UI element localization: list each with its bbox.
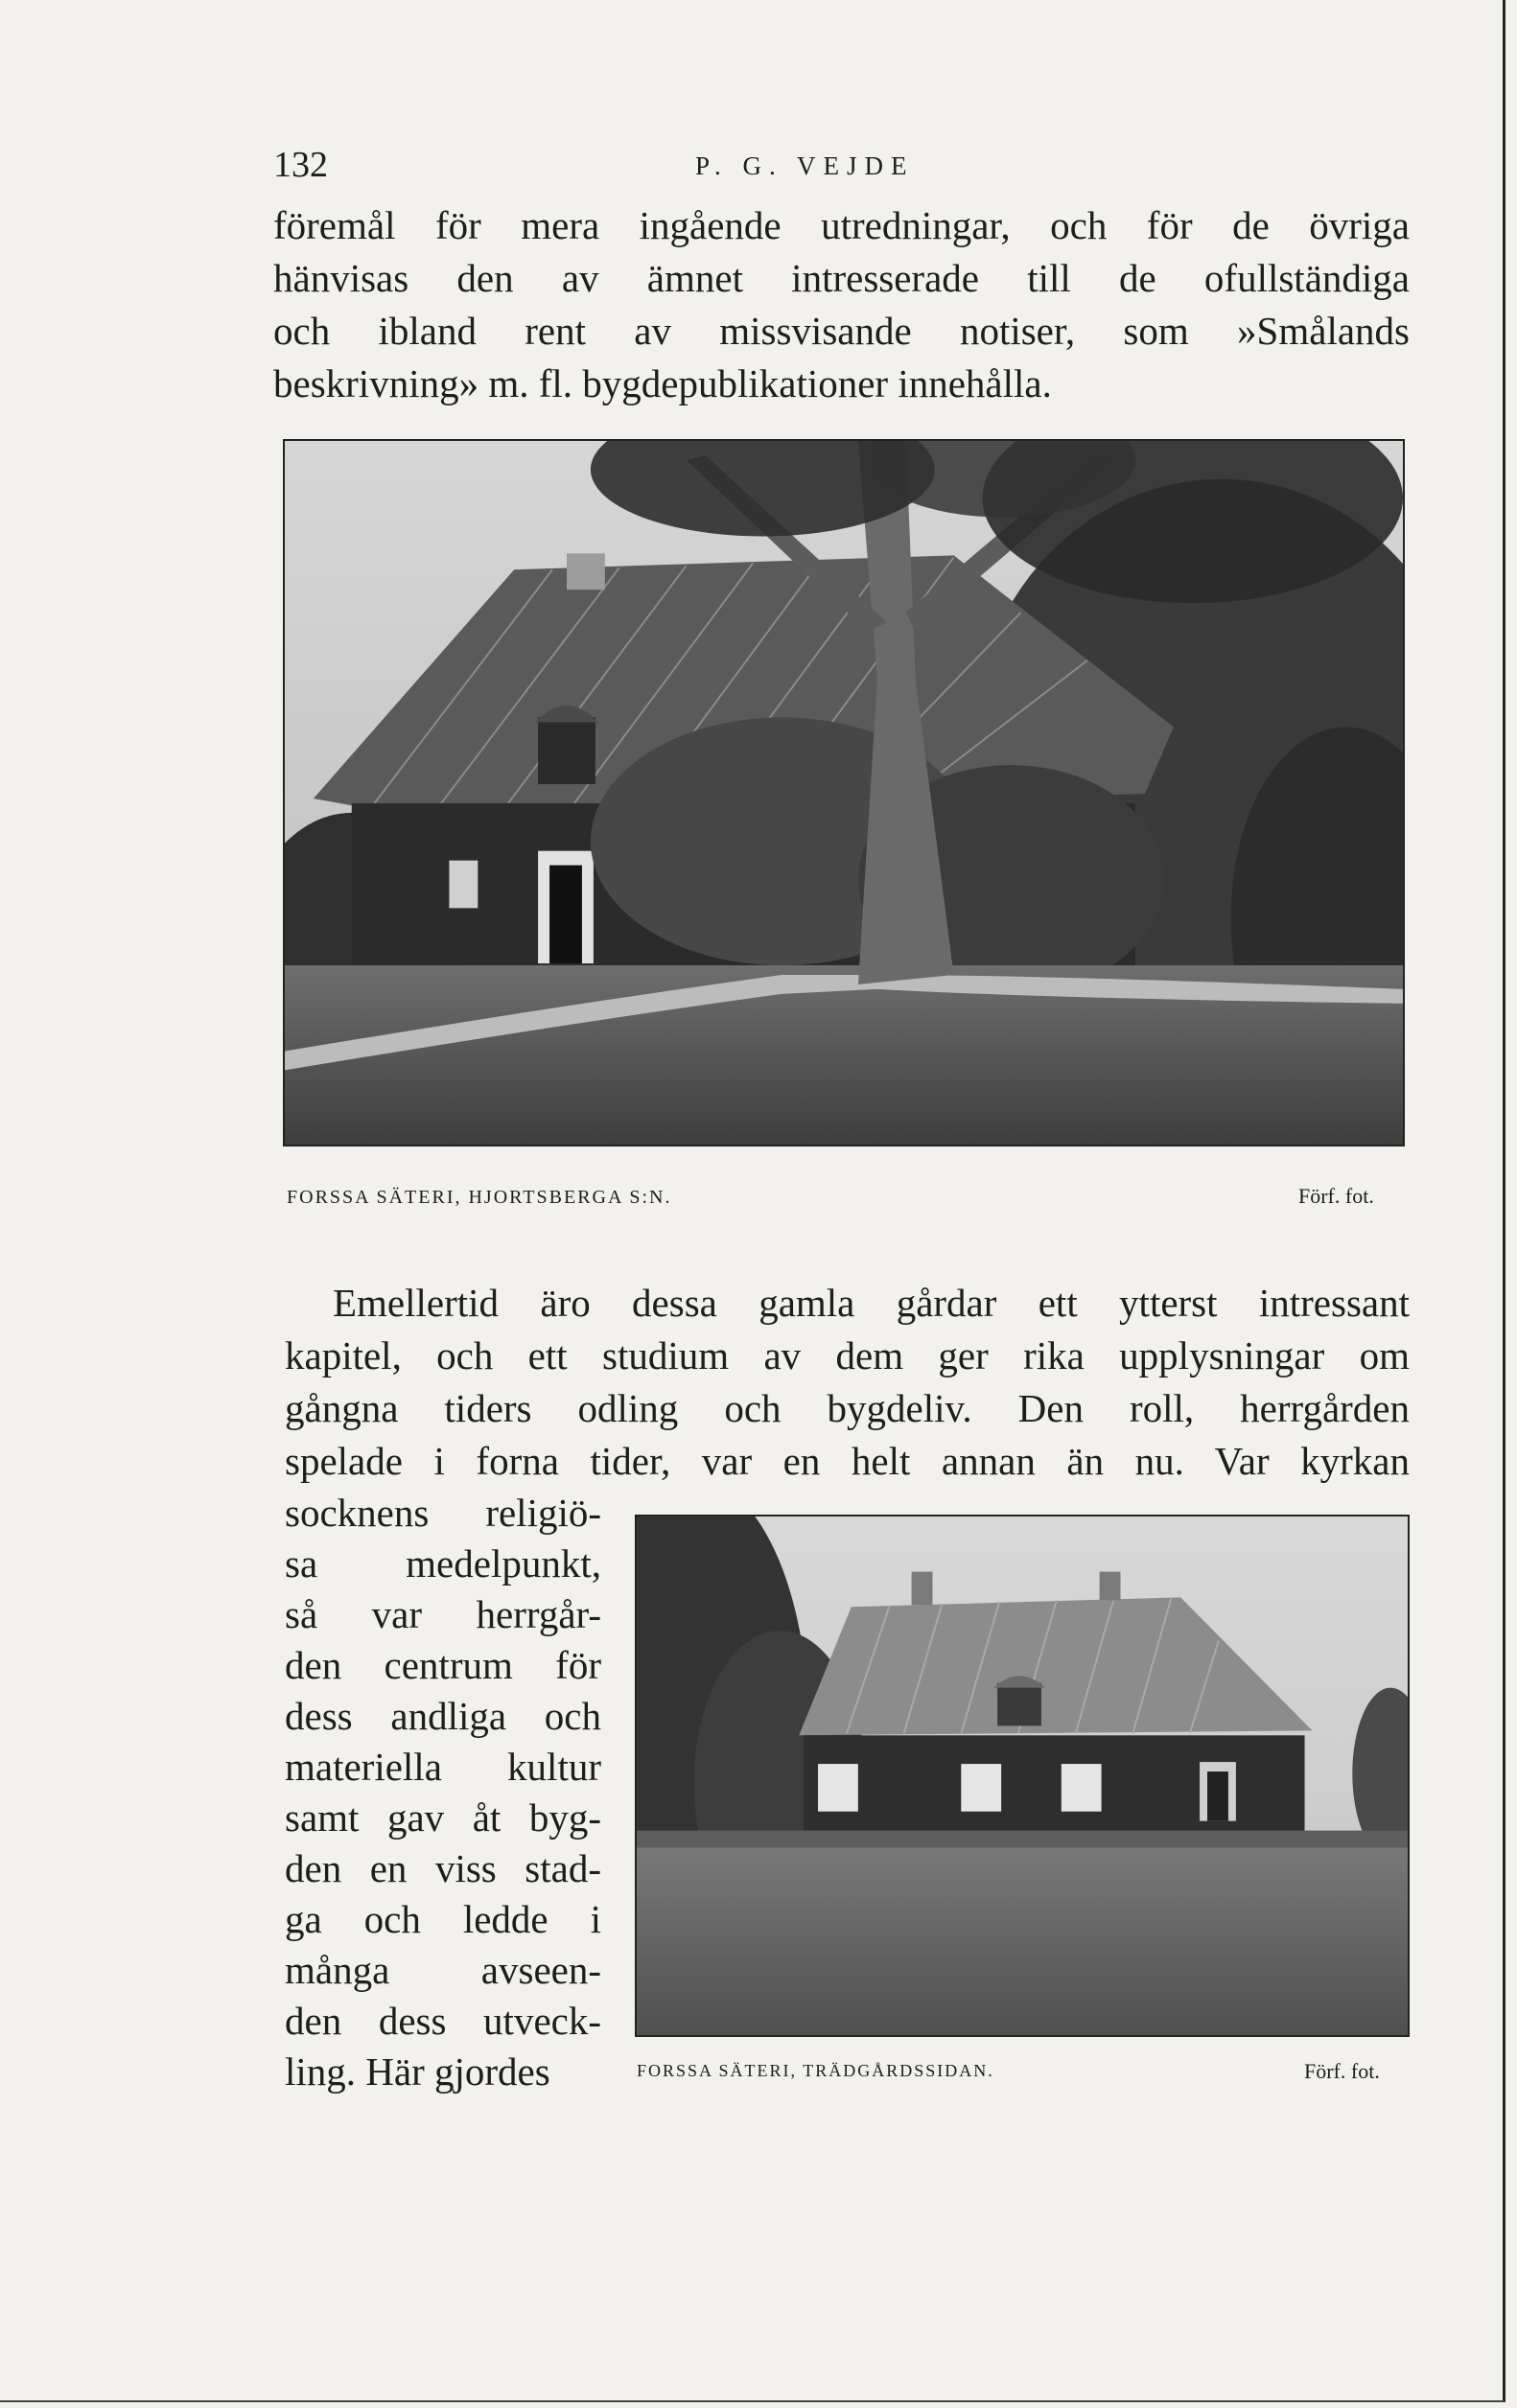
text-line: kapitel, och ett studium av dem ger rika upplysningar om <box>285 1333 1410 1378</box>
page-header <box>273 144 1410 192</box>
photo-manor-garden-side <box>635 1515 1410 2037</box>
text-line: och ibland rent av missvisande notiser, som »Smålands <box>273 309 1410 353</box>
text-line: dess andliga och <box>285 1694 601 1738</box>
text-line: hänvisas den av ämnet intresserade till de ofullständiga <box>273 256 1410 300</box>
text-line: socknens religiö- <box>285 1491 601 1535</box>
text-line: den en viss stad- <box>285 1846 601 1890</box>
text-line: samt gav åt byg- <box>285 1795 601 1840</box>
text-line: ga och ledde i <box>285 1897 601 1941</box>
text-line: Emellertid äro dessa gamla gårdar ett ytterst intressant <box>333 1281 1410 1325</box>
figure-2-credit: Förf. fot. <box>1304 2059 1380 2083</box>
photo-manor-front-image <box>285 441 1403 1145</box>
body-paragraph <box>285 1277 1410 1488</box>
text-line: spelade i forna tider, var en helt annan än nu. Var kyrkan <box>285 1439 1410 1483</box>
running-head: P. G. VEJDE <box>695 151 915 180</box>
text-line: så var herrgår- <box>285 1592 601 1636</box>
photo-manor-garden-side-image <box>637 1517 1408 2035</box>
figure-2-caption: FORSSA SÄTERI, TRÄDGÅRDSSIDAN. <box>637 2061 994 2080</box>
intro-paragraph <box>273 199 1410 410</box>
text-line: materiella kultur <box>285 1745 601 1789</box>
text-line: föremål för mera ingående utredningar, och för de övriga <box>273 203 1410 247</box>
text-line: gångna tiders odling och bygdeliv. Den roll, herrgården <box>285 1386 1410 1430</box>
text-line: många avseen- <box>285 1948 601 1992</box>
text-line: beskrivning» m. fl. bygdepublikationer innehålla. <box>273 361 1052 405</box>
text-line: ling. Här gjordes <box>285 2049 550 2094</box>
text-line: sa medelpunkt, <box>285 1541 601 1586</box>
narrow-text-column <box>285 1488 601 2097</box>
figure-1-caption: FORSSA SÄTERI, HJORTSBERGA S:N. <box>287 1187 672 1208</box>
photo-manor-front <box>283 439 1405 1146</box>
text-line: den dess utveck- <box>285 1999 601 2043</box>
text-line: den centrum för <box>285 1643 601 1687</box>
page-number: 132 <box>273 145 328 185</box>
figure-1-credit: Förf. fot. <box>1298 1184 1374 1208</box>
